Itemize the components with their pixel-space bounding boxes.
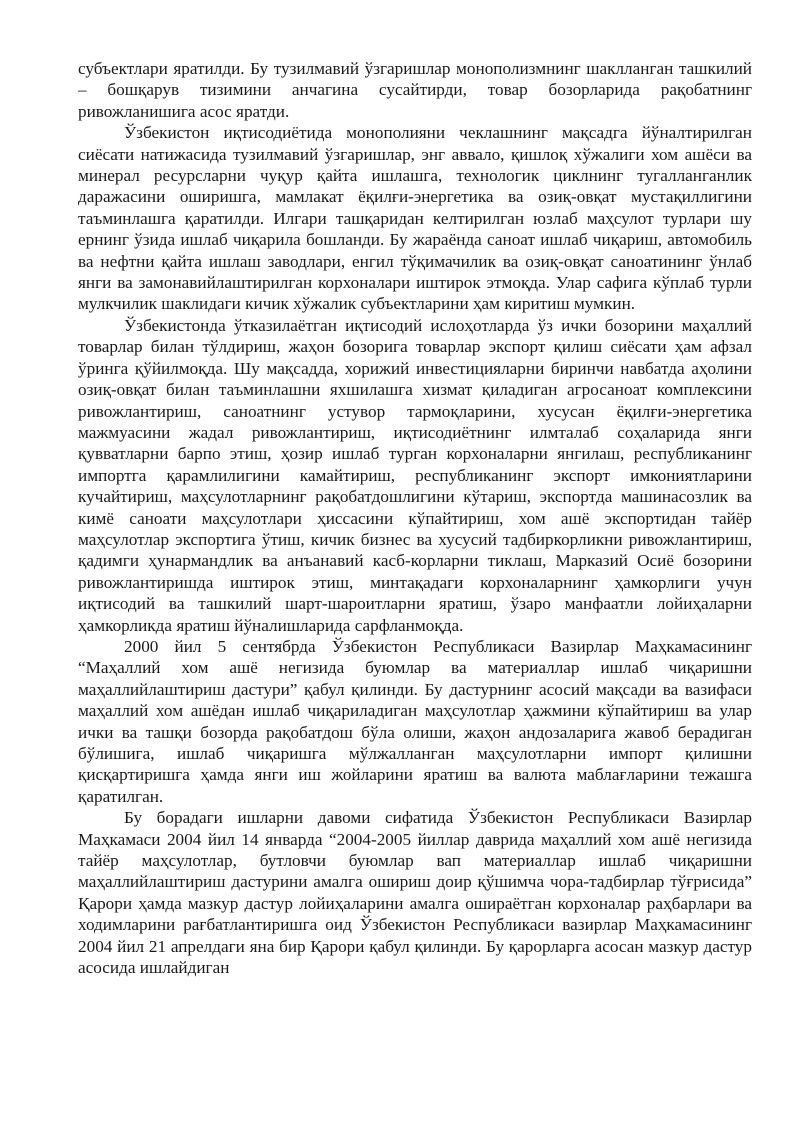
paragraph-continuation: субъектлари яратилди. Бу тузилмавий ўзгаришлар монополизмнинг шаклланган ташкилий – бошқарув тизимини анчагина сусайтирди, товар бозорларида рақобатнинг ривожланишига асос яратди. xyxy=(78,59,752,121)
paragraph-monopoly-policy: Ўзбекистон иқтисодиётида монополияни чеклашнинг мақсадга йўналтирилган сиёсати натижасида тузилмавий ўзгаришлар, энг аввало, қишлоқ хўжалиги хом ашёси ва минерал ресурсларни чуқур қайта ишлашга, технологик циклнинг тугалланганлик даражасини оширишга, мамлакат ёқилғи-энергетика ва озиқ-овқат мустақиллигини таъминлашга қаратилди. Илгари ташқаридан келтирилган юзлаб маҳсулот турлари шу ернинг ўзида ишлаб чиқарила бошланди. Бу жараёнда саноат ишлаб чиқариш, автомобиль ва нефтни қайта ишлаш заводлари, енгил тўқимачилик ва озиқ-овқат саноатининг ўнлаб янги ва замонавийлаштирилган корхоналари иштирок этмоқда. Улар сафига кўплаб турли мулкчилик шаклидаги кичик хўжалик субъектларини ҳам киритиш мумкин. xyxy=(78,123,752,314)
paragraph-resolution-2004: Бу борадаги ишларни давоми сифатида Ўзбекистон Республикаси Вазирлар Маҳкамаси 2004 йил 14 январда “2004-2005 йиллар даврида маҳаллий хом ашё негизида тайёр маҳсулотлар, бутловчи буюмлар вап материаллар ишлаб чиқаришни маҳаллийлаштириш дастурини амалга ошириш доир қўшимча чора-тадбирлар тўғрисида” Қарори ҳамда мазкур дастур лойиҳаларини амалга ошираётган корхоналар раҳбарлари ва ходимларини рағбатлантиришга оид Ўзбекистон Республикаси вазирлар Маҳкамасининг 2004 йил 21 апрелдаги яна бир Қарори қабул қилинди. Бу қарорларга асосан мазкур дастур асосида ишлайдиган xyxy=(78,808,752,978)
document-page xyxy=(78,58,752,978)
paragraph-economic-reforms: Ўзбекистонда ўтказилаётган иқтисодий ислоҳотларда ўз ички бозорини маҳаллий товарлар билан тўлдириш, жаҳон бозорига товарлар экспорт қилиш сиёсати ҳам афзал ўринга қўйилмоқда. Шу мақсадда, хорижий инвестицияларни биринчи навбатда аҳолини озиқ-овқат билан таъминлашни яхшилашга хизмат қиладиган агросаноат комплексини ривожлантириш, саноатнинг устувор тармоқларини, хусусан ёқилғи-энергетика мажмуасини жадал ривожлантириш, иқтисодиётнинг илмталаб соҳаларида янги қувватларни барпо этиш, ҳозир ишлаб турган корхоналарни янгилаш, республиканинг импортга қарамлилигини камайтириш, республиканинг экспорт имкониятларини кучайтириш, маҳсулотларнинг рақобатдошлигини кўтариш, экспортда машинасозлик ва кимё саноати маҳсулотлари ҳиссасини кўпайтириш, хом ашё экспортидан тайёр маҳсулотлар экспортига ўтиш, кичик бизнес ва хусусий тадбиркорликни ривожлантириш, қадимги ҳунармандлик ва анъанавий касб-корларни тиклаш, Марказий Осиё бозорини ривожлантиришда иштирок этиш, минтақадаги корхоналарнинг ҳамкорлиги учун иқтисодий ва ташкилий шарт-шароитларни яратиш, ўзаро манфаатли лойиҳаларни ҳамкорликда яратиш йўналишларида сарфланмоқда. xyxy=(78,315,752,635)
paragraph-localization-program-2000: 2000 йил 5 сентябрда Ўзбекистон Республикаси Вазирлар Маҳкамасининг “Маҳаллий хом ашё негизида буюмлар ва материаллар ишлаб чиқаришни маҳаллийлаштириш дастури” қабул қилинди. Бу дастурнинг асосий мақсади ва вазифаси маҳаллий хом ашёдан ишлаб чиқариладиган маҳсулотлар ҳажмини кўпайтириш ва улар ички ва ташқи бозорда рақобатдош бўла олиши, жаҳон андозаларига жавоб берадиган бўлишига, ишлаб чиқаришга мўлжалланган маҳсулотларни импорт қилишни қисқартиришга ҳамда янги иш жойларини яратиш ва валюта маблағларини тежашга қаратилган. xyxy=(78,636,752,806)
